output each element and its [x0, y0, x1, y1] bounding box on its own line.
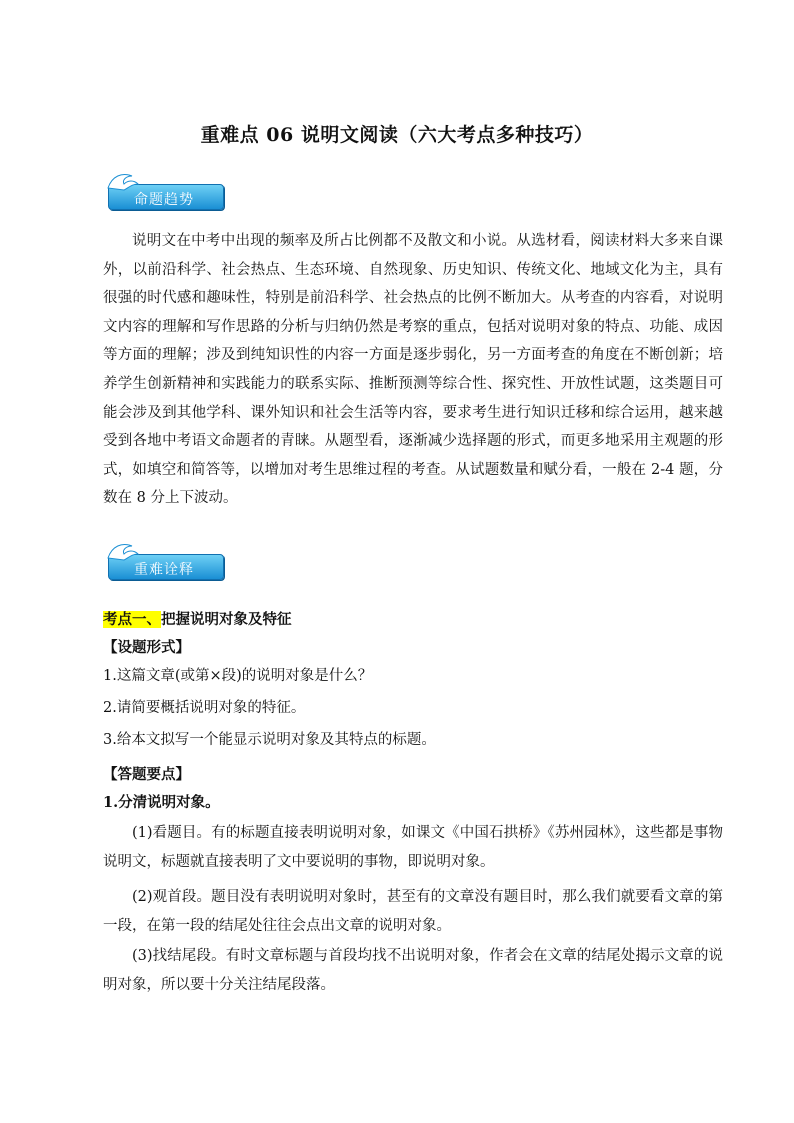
answer-paragraph: (3)找结尾段。有时文章标题与首段均找不出说明对象，作者会在文章的结尾处揭示文章的说明对象，所以要十分关注结尾段落。 [103, 948, 723, 993]
key-point-title: 把握说明对象及特征 [161, 611, 292, 628]
page-title: 重难点 06 说明文阅读（六大考点多种技巧） [200, 124, 594, 146]
badge-label: 重难诠释 [134, 562, 194, 578]
trend-paragraph: 说明文在中考中出现的频率及所占比例都不及散文和小说。从选材看，阅读材料大多来自课外，以前沿科学、社会热点、生态环境、自然现象、历史知识、传统文化、地域文化为主，具有很强的时代感和趣味性，特别是前沿科学、社会热点的比例不断加大。从考查的内容看，对说明文内容的理解和写作思路的分析与归纳仍然是考察的重点，包括对说明对象的特点、功能、成因等方面的理解；涉及到纯知识性的内容一方面是逐步弱化，另一方面考查的角度在不断创新；培养学生创新精神和实践能力的联系实际、推断预测等综合性、探究性、开放性试题，这类题目可能会涉及到其他学科、课外知识和社会生活等内容，要求考生进行知识迁移和综合运用，越来越受到各地中考语文命题者的青睐。从题型看，逐渐减少选择题的形式，而更多地采用主观题的形式，如填空和简答等，以增加对考生思维过程的考查。从试题数量和赋分看，一般在 2-4 题，分数在 8 分上下波动。 [103, 233, 723, 507]
key-point-number: 考点一、 [103, 611, 161, 628]
badge-label: 命题趋势 [134, 192, 194, 208]
answer-paragraph: (2)观首段。题目没有表明说明对象时，甚至有的文章没有题目时，那么我们就要看文章的第一段，在第一段的结尾处往往会点出文章的说明对象。 [103, 889, 723, 934]
question-form-heading: 【设题形式】 [103, 639, 190, 656]
answer-points-heading: 【答题要点】 [103, 766, 190, 783]
section-badge-trend [108, 180, 224, 210]
question-item: 3.给本文拟写一个能显示说明对象及其特点的标题。 [103, 732, 436, 748]
question-item: 1.这篇文章(或第×段)的说明对象是什么？ [103, 668, 373, 684]
answer-subheading: 1.分清说明对象。 [103, 794, 220, 811]
section-badge-explain [108, 550, 224, 580]
answer-paragraph: (1)看题目。有的标题直接表明说明对象，如课文《中国石拱桥》《苏州园林》，这些都是事物说明文，标题就直接表明了文中要说明的事物，即说明对象。 [103, 825, 723, 870]
key-point-heading [103, 608, 292, 629]
question-item: 2.请简要概括说明对象的特征。 [103, 700, 306, 716]
